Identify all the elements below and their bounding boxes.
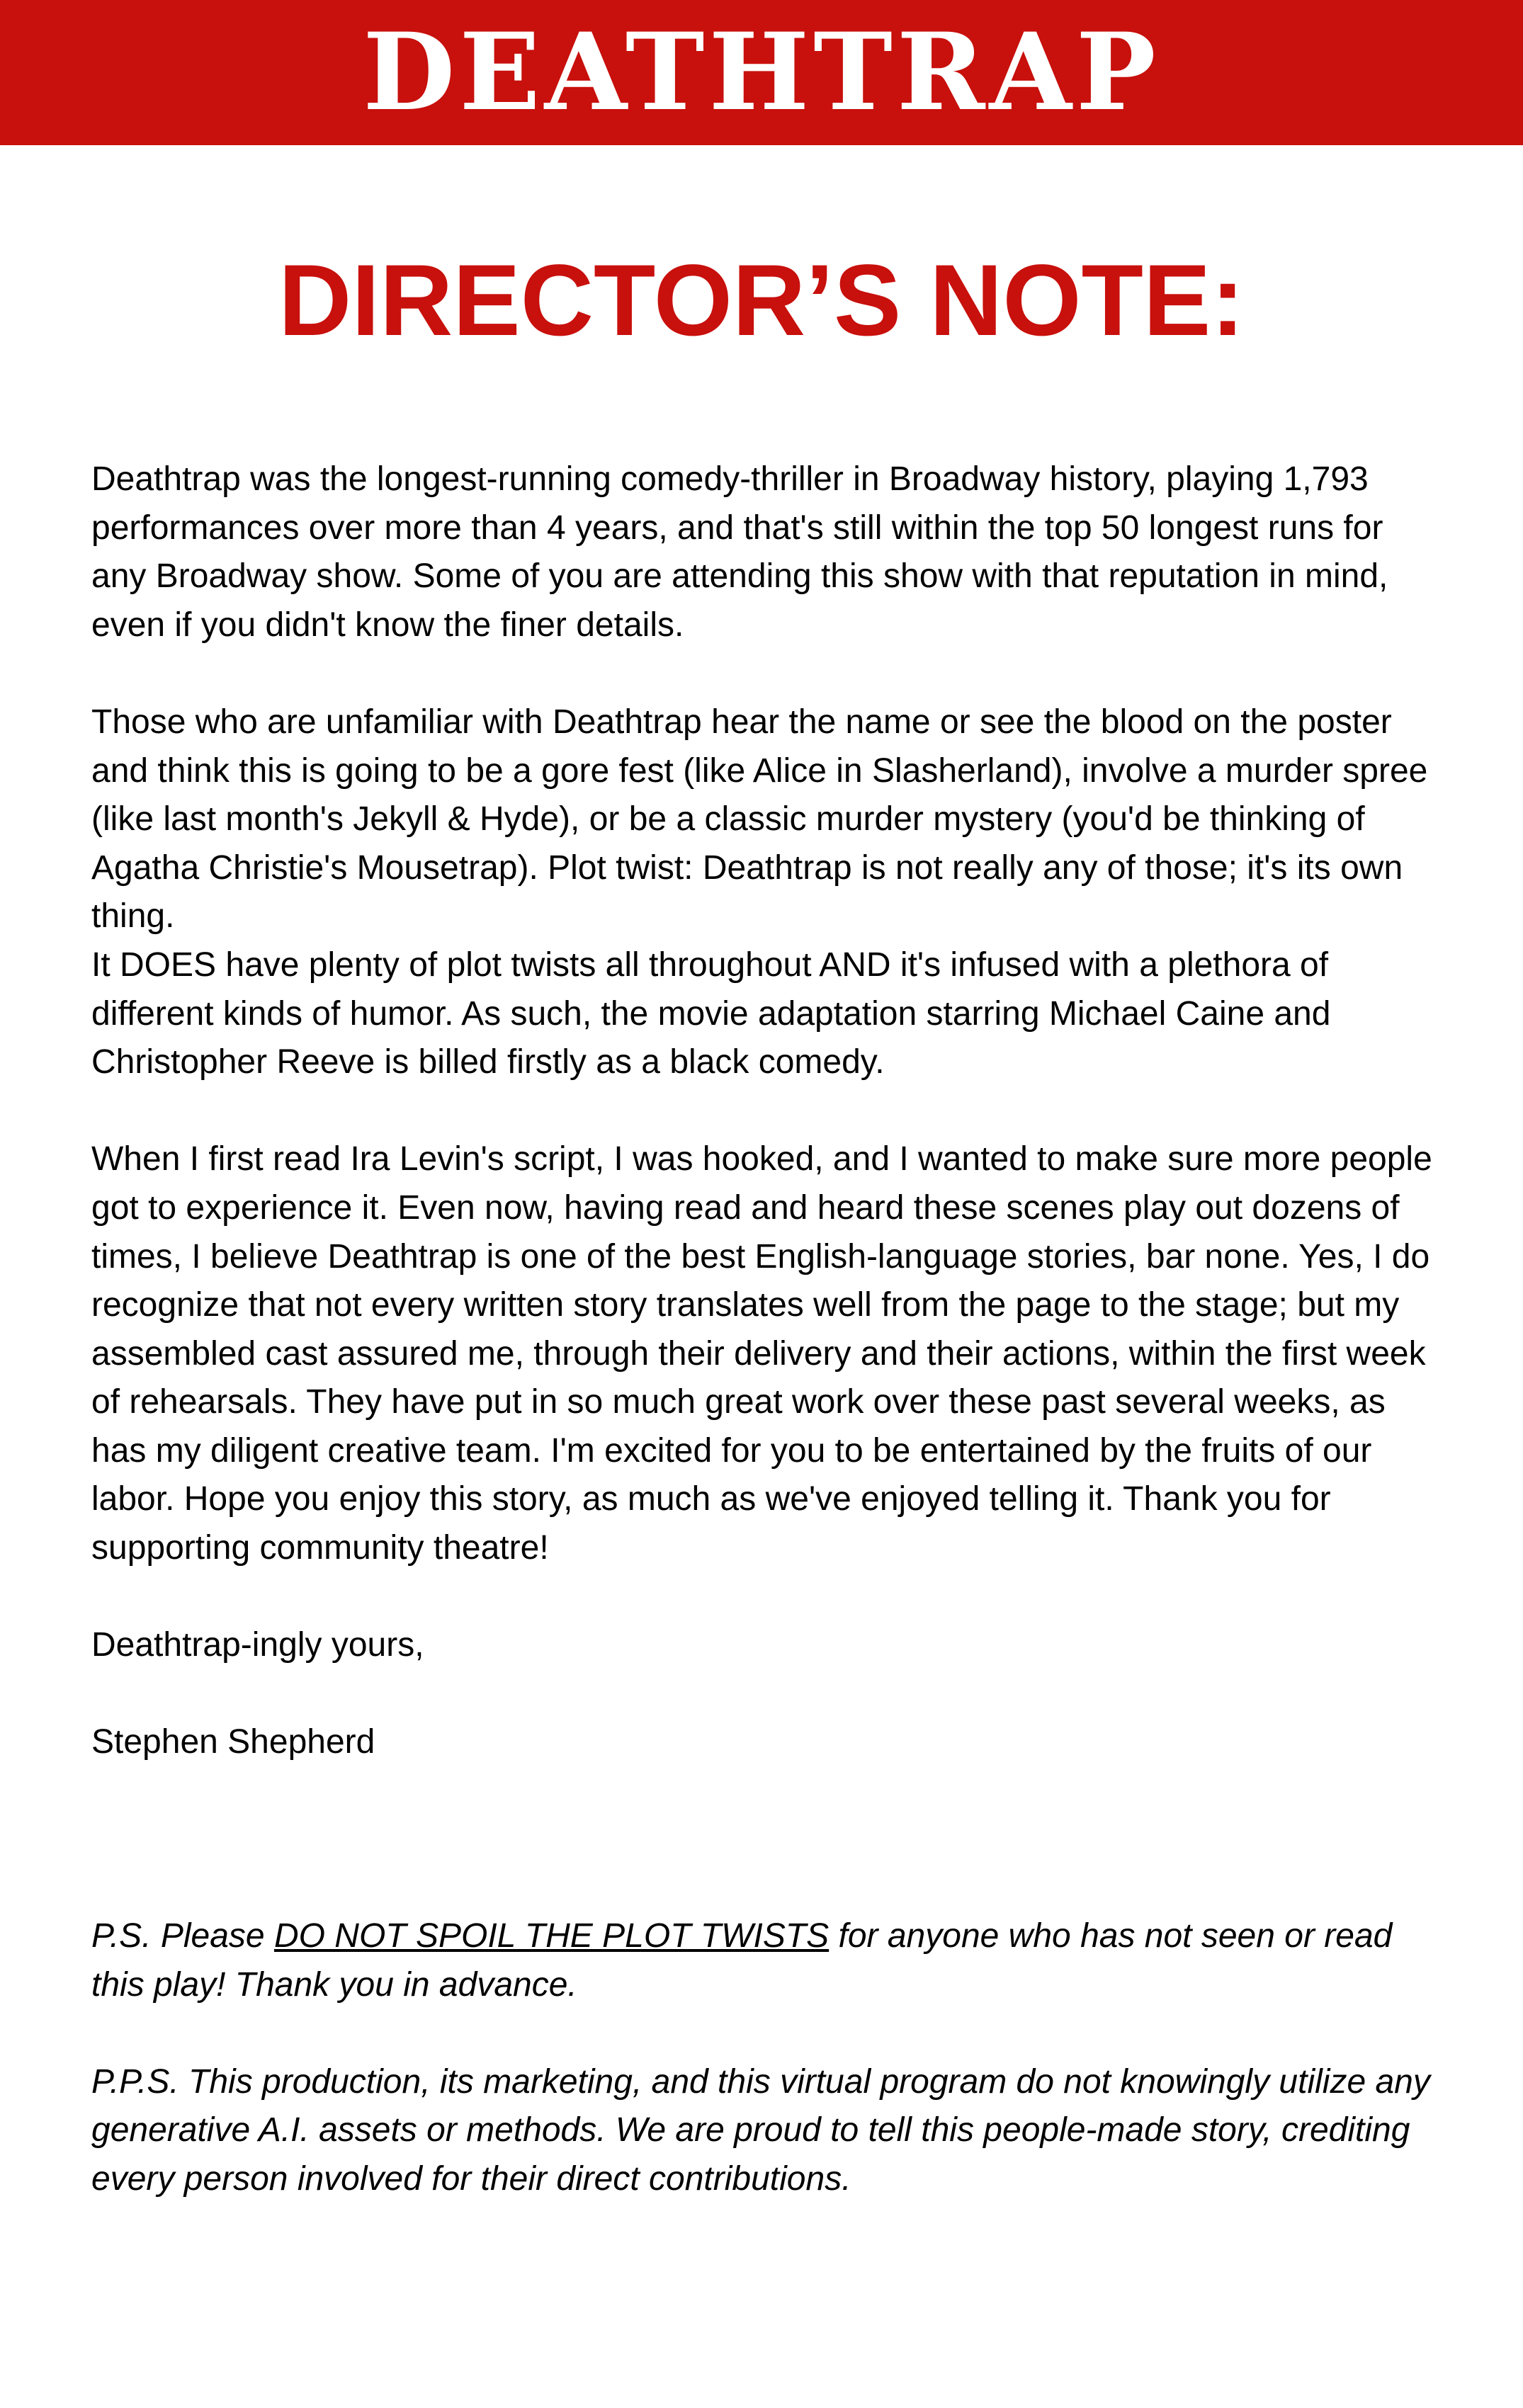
post-postscript: P.P.S. This production, its marketing, and this virtual program do not knowingly utilize any generative A.I. assets or methods. We are proud to tell this people-made story, crediting every person involved for their direct contributions. — [91, 2062, 1430, 2198]
show-title: DEATHTRAP — [363, 10, 1160, 135]
paragraph-gap — [91, 1087, 1441, 1136]
paragraph-humor: It DOES have plenty of plot twists all throughout AND it's infused with a plethora of different kinds of humor. As such, the movie adaptation starring Michael Caine and Christopher Reeve is billed firstly as a black comedy. — [91, 945, 1331, 1081]
paragraph-gap — [91, 649, 1441, 698]
closing-line: Deathtrap-ingly yours, — [91, 1626, 424, 1664]
ps-underlined-warning: DO NOT SPOIL THE PLOT TWISTS — [273, 1917, 830, 1955]
paragraph-gap — [91, 1670, 1441, 1719]
note-body — [91, 455, 1441, 1767]
paragraph-history: Deathtrap was the longest-running comedy-thriller in Broadway history, playing 1,793 performances over more than 4 years, and that's still within the top 50 longest runs for any Broadway show. Some of you are attending this show with that reputation in mind, even if you didn't know the finer details. — [91, 460, 1388, 644]
ps-prefix: P.S. Please — [91, 1917, 274, 1955]
postscript-block — [91, 1912, 1441, 2204]
paragraph-gap — [91, 1573, 1441, 1622]
paragraph-unfamiliar: Those who are unfamiliar with Deathtrap hear the name or see the blood on the poster and think this is going to be a gore fest (like Alice in Slasherland), involve a murder spree (like last month's Jekyll & Hyde), or be a classic murder mystery (you'd be thinking of Agatha Christie's Mousetrap). Plot twist: Deathtrap is not really any of those; it's its own thing. — [91, 703, 1428, 936]
directors-note-heading: DIRECTOR’S NOTE: — [278, 244, 1245, 357]
title-banner — [0, 0, 1523, 145]
ps-suffix: for anyone who has not seen or read this play! Thank you in advance. — [91, 1917, 1393, 2004]
signature: Stephen Shepherd — [91, 1723, 375, 1761]
paragraph-gap — [91, 2009, 1441, 2058]
postscript — [91, 1912, 1441, 2009]
paragraph-script: When I first read Ira Levin's script, I was hooked, and I wanted to make sure more people got to experience it. Even now, having read and heard these scenes play out dozens of times, I believe Deathtrap is one of the best English-language stories, bar none. Yes, I do recognize that not every written story translates well from the page to the stage; but my assembled cast assured me, through their delivery and their actions, within the first week of rehearsals. They have put in so much great work over these past several weeks, as has my diligent creative team. I'm excited for you to be entertained by the fruits of our labor. Hope you enjoy this story, as much as we've enjoyed telling it. Thank you for supporting community theatre! — [91, 1140, 1432, 1567]
